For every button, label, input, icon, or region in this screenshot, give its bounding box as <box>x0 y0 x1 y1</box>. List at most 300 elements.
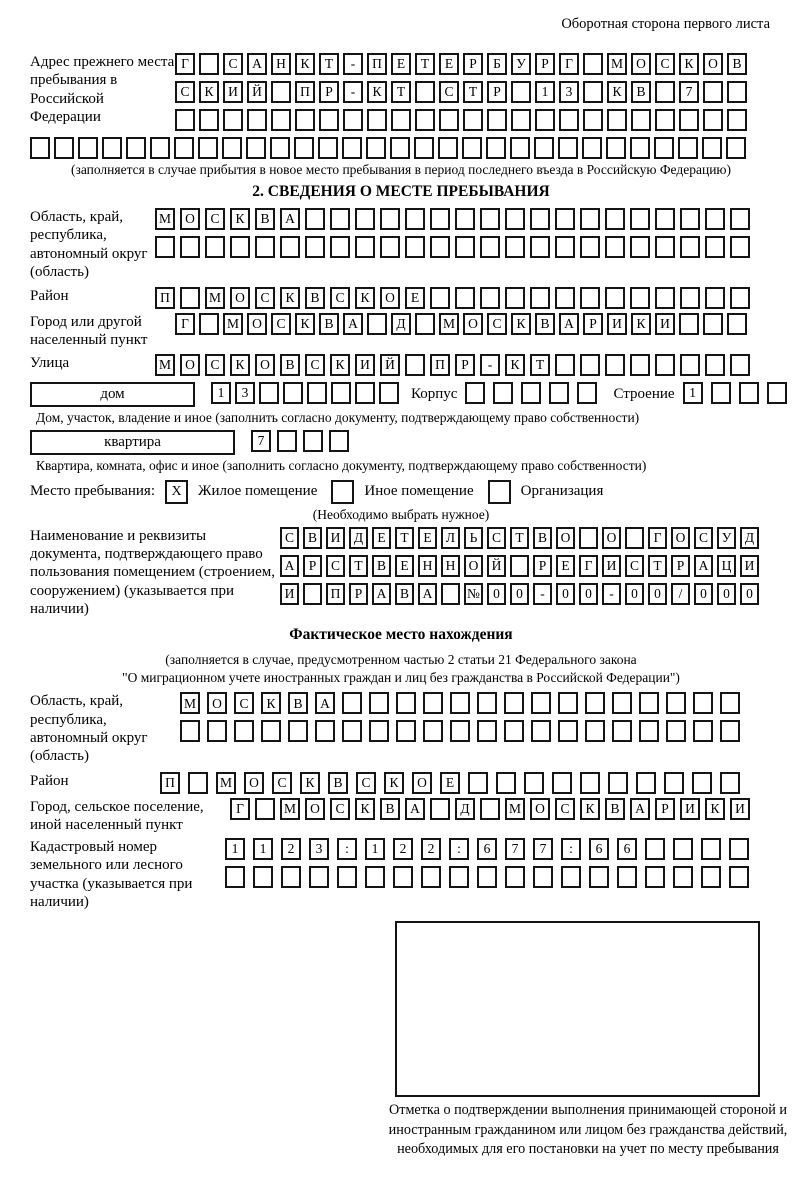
char-cell[interactable]: Е <box>440 772 460 794</box>
char-cell[interactable] <box>727 109 747 131</box>
char-cell[interactable] <box>331 382 351 404</box>
char-cell[interactable] <box>530 236 550 258</box>
char-cell[interactable]: Т <box>530 354 550 376</box>
char-cell[interactable] <box>655 109 675 131</box>
char-cell[interactable]: К <box>355 798 375 820</box>
char-cell[interactable] <box>307 382 327 404</box>
char-cell[interactable]: 1 <box>253 838 273 860</box>
char-cell[interactable]: Г <box>175 313 195 335</box>
char-cell[interactable]: 0 <box>717 583 736 605</box>
char-cell[interactable]: Т <box>415 53 435 75</box>
char-cell[interactable]: Р <box>349 583 368 605</box>
char-cell[interactable] <box>639 692 659 714</box>
char-cell[interactable] <box>480 208 500 230</box>
char-cell[interactable] <box>222 137 242 159</box>
char-cell[interactable]: П <box>326 583 345 605</box>
char-cell[interactable] <box>102 137 122 159</box>
char-cell[interactable]: № <box>464 583 483 605</box>
char-cell[interactable]: С <box>271 313 291 335</box>
char-cell[interactable] <box>703 109 723 131</box>
char-cell[interactable] <box>530 208 550 230</box>
char-cell[interactable] <box>730 236 750 258</box>
char-cell[interactable] <box>580 354 600 376</box>
char-cell[interactable]: Г <box>559 53 579 75</box>
char-cell[interactable] <box>580 287 600 309</box>
char-cell[interactable]: / <box>671 583 690 605</box>
char-cell[interactable] <box>493 382 513 404</box>
char-cell[interactable]: И <box>223 81 243 103</box>
char-cell[interactable] <box>423 720 443 742</box>
char-cell[interactable] <box>369 692 389 714</box>
char-cell[interactable]: Е <box>395 555 414 577</box>
char-cell[interactable] <box>174 137 194 159</box>
char-cell[interactable]: К <box>300 772 320 794</box>
char-cell[interactable] <box>531 720 551 742</box>
char-cell[interactable] <box>726 137 746 159</box>
char-cell[interactable]: С <box>255 287 275 309</box>
char-cell[interactable] <box>330 236 350 258</box>
char-cell[interactable]: К <box>199 81 219 103</box>
char-cell[interactable]: С <box>223 53 243 75</box>
char-cell[interactable] <box>720 720 740 742</box>
char-cell[interactable] <box>261 720 281 742</box>
char-cell[interactable]: А <box>280 555 299 577</box>
char-cell[interactable]: О <box>230 287 250 309</box>
char-cell[interactable]: С <box>326 555 345 577</box>
char-cell[interactable] <box>703 313 723 335</box>
char-cell[interactable] <box>630 287 650 309</box>
char-cell[interactable]: 0 <box>625 583 644 605</box>
char-cell[interactable] <box>703 81 723 103</box>
char-cell[interactable]: К <box>607 81 627 103</box>
char-cell[interactable] <box>246 137 266 159</box>
char-cell[interactable] <box>636 772 656 794</box>
char-cell[interactable]: Т <box>349 555 368 577</box>
char-cell[interactable] <box>511 81 531 103</box>
char-cell[interactable] <box>281 866 301 888</box>
char-cell[interactable] <box>531 692 551 714</box>
char-cell[interactable]: К <box>330 354 350 376</box>
char-cell[interactable]: Р <box>655 798 675 820</box>
char-cell[interactable]: М <box>439 313 459 335</box>
char-cell[interactable]: В <box>255 208 275 230</box>
char-cell[interactable] <box>680 208 700 230</box>
char-cell[interactable] <box>480 236 500 258</box>
char-cell[interactable] <box>343 109 363 131</box>
char-cell[interactable]: В <box>328 772 348 794</box>
char-cell[interactable] <box>680 236 700 258</box>
char-cell[interactable]: О <box>180 354 200 376</box>
char-cell[interactable] <box>486 137 506 159</box>
char-cell[interactable] <box>679 109 699 131</box>
char-cell[interactable] <box>438 137 458 159</box>
char-cell[interactable] <box>337 866 357 888</box>
char-cell[interactable] <box>729 838 749 860</box>
char-cell[interactable]: Н <box>418 555 437 577</box>
char-cell[interactable] <box>730 208 750 230</box>
char-cell[interactable]: В <box>395 583 414 605</box>
char-cell[interactable]: О <box>671 527 690 549</box>
char-cell[interactable] <box>205 236 225 258</box>
char-cell[interactable] <box>705 236 725 258</box>
char-cell[interactable] <box>530 287 550 309</box>
char-cell[interactable]: С <box>330 287 350 309</box>
char-cell[interactable] <box>583 81 603 103</box>
char-cell[interactable] <box>78 137 98 159</box>
char-cell[interactable] <box>355 208 375 230</box>
char-cell[interactable]: Т <box>391 81 411 103</box>
char-cell[interactable] <box>630 354 650 376</box>
char-cell[interactable] <box>612 720 632 742</box>
char-cell[interactable] <box>54 137 74 159</box>
char-cell[interactable]: Е <box>372 527 391 549</box>
char-cell[interactable]: О <box>464 555 483 577</box>
char-cell[interactable] <box>318 137 338 159</box>
char-cell[interactable] <box>720 692 740 714</box>
char-cell[interactable] <box>607 109 627 131</box>
char-cell[interactable]: С <box>234 692 254 714</box>
char-cell[interactable]: В <box>727 53 747 75</box>
char-cell[interactable]: К <box>230 354 250 376</box>
char-cell[interactable] <box>253 866 273 888</box>
char-cell[interactable]: Р <box>533 555 552 577</box>
char-cell[interactable] <box>655 354 675 376</box>
char-cell[interactable] <box>295 109 315 131</box>
char-cell[interactable] <box>579 527 598 549</box>
char-cell[interactable]: 3 <box>235 382 255 404</box>
char-cell[interactable] <box>455 236 475 258</box>
char-cell[interactable]: Р <box>303 555 322 577</box>
char-cell[interactable] <box>180 287 200 309</box>
char-cell[interactable] <box>558 137 578 159</box>
char-cell[interactable]: Е <box>391 53 411 75</box>
char-cell[interactable] <box>673 866 693 888</box>
char-cell[interactable] <box>468 772 488 794</box>
char-cell[interactable]: В <box>280 354 300 376</box>
char-cell[interactable] <box>558 692 578 714</box>
char-cell[interactable] <box>390 137 410 159</box>
char-cell[interactable]: Й <box>487 555 506 577</box>
char-cell[interactable]: С <box>175 81 195 103</box>
char-cell[interactable]: С <box>694 527 713 549</box>
char-cell[interactable]: О <box>244 772 264 794</box>
char-cell[interactable]: И <box>730 798 750 820</box>
char-cell[interactable] <box>396 720 416 742</box>
char-cell[interactable]: В <box>305 287 325 309</box>
char-cell[interactable] <box>247 109 267 131</box>
char-cell[interactable] <box>583 109 603 131</box>
char-cell[interactable]: Р <box>319 81 339 103</box>
char-cell[interactable]: К <box>384 772 404 794</box>
char-cell[interactable] <box>504 720 524 742</box>
char-cell[interactable]: К <box>367 81 387 103</box>
char-cell[interactable] <box>188 772 208 794</box>
char-cell[interactable] <box>366 137 386 159</box>
char-cell[interactable] <box>608 772 628 794</box>
char-cell[interactable]: 1 <box>365 838 385 860</box>
char-cell[interactable]: С <box>439 81 459 103</box>
char-cell[interactable]: - <box>343 81 363 103</box>
char-cell[interactable] <box>303 583 322 605</box>
char-cell[interactable] <box>533 866 553 888</box>
char-cell[interactable] <box>605 287 625 309</box>
char-cell[interactable]: 0 <box>579 583 598 605</box>
char-cell[interactable] <box>430 287 450 309</box>
char-cell[interactable] <box>405 236 425 258</box>
char-cell[interactable] <box>455 208 475 230</box>
char-cell[interactable] <box>705 208 725 230</box>
char-cell[interactable]: 1 <box>211 382 231 404</box>
organization-checkbox[interactable] <box>488 480 511 504</box>
char-cell[interactable]: С <box>305 354 325 376</box>
char-cell[interactable] <box>585 692 605 714</box>
char-cell[interactable]: О <box>255 354 275 376</box>
char-cell[interactable]: К <box>261 692 281 714</box>
char-cell[interactable]: М <box>505 798 525 820</box>
char-cell[interactable] <box>701 838 721 860</box>
char-cell[interactable]: М <box>180 692 200 714</box>
char-cell[interactable] <box>309 866 329 888</box>
char-cell[interactable] <box>605 354 625 376</box>
char-cell[interactable]: 0 <box>694 583 713 605</box>
char-cell[interactable]: В <box>631 81 651 103</box>
char-cell[interactable]: 0 <box>740 583 759 605</box>
char-cell[interactable] <box>367 313 387 335</box>
char-cell[interactable] <box>487 109 507 131</box>
char-cell[interactable] <box>630 137 650 159</box>
char-cell[interactable] <box>280 236 300 258</box>
char-cell[interactable] <box>199 313 219 335</box>
char-cell[interactable] <box>342 692 362 714</box>
char-cell[interactable] <box>549 382 569 404</box>
char-cell[interactable]: С <box>655 53 675 75</box>
char-cell[interactable] <box>150 137 170 159</box>
char-cell[interactable]: 6 <box>477 838 497 860</box>
char-cell[interactable] <box>305 208 325 230</box>
char-cell[interactable] <box>393 866 413 888</box>
char-cell[interactable]: 7 <box>505 838 525 860</box>
char-cell[interactable] <box>555 354 575 376</box>
char-cell[interactable] <box>294 137 314 159</box>
char-cell[interactable]: В <box>605 798 625 820</box>
char-cell[interactable] <box>625 527 644 549</box>
char-cell[interactable] <box>30 137 50 159</box>
char-cell[interactable]: Р <box>583 313 603 335</box>
other-premises-checkbox[interactable] <box>331 480 354 504</box>
char-cell[interactable] <box>355 382 375 404</box>
char-cell[interactable]: Р <box>487 81 507 103</box>
char-cell[interactable]: О <box>602 527 621 549</box>
char-cell[interactable]: И <box>602 555 621 577</box>
char-cell[interactable]: Т <box>395 527 414 549</box>
char-cell[interactable] <box>705 287 725 309</box>
char-cell[interactable] <box>605 236 625 258</box>
char-cell[interactable] <box>199 53 219 75</box>
char-cell[interactable] <box>477 720 497 742</box>
char-cell[interactable]: Г <box>230 798 250 820</box>
char-cell[interactable] <box>655 236 675 258</box>
char-cell[interactable] <box>259 382 279 404</box>
char-cell[interactable] <box>580 772 600 794</box>
char-cell[interactable]: Б <box>487 53 507 75</box>
char-cell[interactable] <box>645 838 665 860</box>
char-cell[interactable] <box>477 692 497 714</box>
char-cell[interactable] <box>612 692 632 714</box>
char-cell[interactable] <box>391 109 411 131</box>
char-cell[interactable]: А <box>630 798 650 820</box>
char-cell[interactable]: А <box>247 53 267 75</box>
char-cell[interactable] <box>303 430 323 452</box>
char-cell[interactable]: И <box>355 354 375 376</box>
char-cell[interactable]: К <box>280 287 300 309</box>
char-cell[interactable]: А <box>315 692 335 714</box>
char-cell[interactable]: 7 <box>251 430 271 452</box>
char-cell[interactable]: А <box>280 208 300 230</box>
char-cell[interactable] <box>730 287 750 309</box>
char-cell[interactable]: Р <box>535 53 555 75</box>
char-cell[interactable] <box>711 382 731 404</box>
char-cell[interactable]: : <box>337 838 357 860</box>
char-cell[interactable]: С <box>272 772 292 794</box>
char-cell[interactable] <box>580 236 600 258</box>
char-cell[interactable]: Н <box>441 555 460 577</box>
char-cell[interactable] <box>552 772 572 794</box>
char-cell[interactable] <box>555 208 575 230</box>
char-cell[interactable]: О <box>463 313 483 335</box>
char-cell[interactable]: - <box>343 53 363 75</box>
char-cell[interactable]: О <box>703 53 723 75</box>
char-cell[interactable]: 1 <box>535 81 555 103</box>
char-cell[interactable]: М <box>223 313 243 335</box>
char-cell[interactable]: 1 <box>683 382 703 404</box>
char-cell[interactable] <box>496 772 516 794</box>
char-cell[interactable] <box>666 720 686 742</box>
char-cell[interactable] <box>199 109 219 131</box>
char-cell[interactable]: М <box>280 798 300 820</box>
char-cell[interactable] <box>449 866 469 888</box>
char-cell[interactable]: С <box>205 208 225 230</box>
char-cell[interactable] <box>577 382 597 404</box>
char-cell[interactable] <box>702 137 722 159</box>
char-cell[interactable] <box>234 720 254 742</box>
char-cell[interactable] <box>727 313 747 335</box>
char-cell[interactable]: У <box>511 53 531 75</box>
char-cell[interactable]: - <box>602 583 621 605</box>
char-cell[interactable]: О <box>305 798 325 820</box>
char-cell[interactable] <box>693 692 713 714</box>
char-cell[interactable]: 3 <box>309 838 329 860</box>
char-cell[interactable] <box>678 137 698 159</box>
char-cell[interactable]: 0 <box>487 583 506 605</box>
char-cell[interactable]: Г <box>175 53 195 75</box>
char-cell[interactable] <box>692 772 712 794</box>
char-cell[interactable]: А <box>418 583 437 605</box>
char-cell[interactable]: П <box>155 287 175 309</box>
char-cell[interactable]: Г <box>648 527 667 549</box>
char-cell[interactable]: И <box>740 555 759 577</box>
char-cell[interactable] <box>415 81 435 103</box>
char-cell[interactable] <box>521 382 541 404</box>
char-cell[interactable] <box>505 287 525 309</box>
char-cell[interactable] <box>511 109 531 131</box>
char-cell[interactable]: Н <box>271 53 291 75</box>
char-cell[interactable] <box>505 236 525 258</box>
char-cell[interactable] <box>535 109 555 131</box>
char-cell[interactable] <box>223 109 243 131</box>
char-cell[interactable]: К <box>295 313 315 335</box>
char-cell[interactable]: А <box>559 313 579 335</box>
char-cell[interactable]: С <box>356 772 376 794</box>
char-cell[interactable] <box>455 287 475 309</box>
char-cell[interactable] <box>271 81 291 103</box>
char-cell[interactable]: А <box>405 798 425 820</box>
char-cell[interactable]: О <box>247 313 267 335</box>
char-cell[interactable]: - <box>533 583 552 605</box>
char-cell[interactable]: К <box>355 287 375 309</box>
char-cell[interactable] <box>414 137 434 159</box>
char-cell[interactable] <box>701 866 721 888</box>
char-cell[interactable] <box>631 109 651 131</box>
char-cell[interactable]: : <box>561 838 581 860</box>
char-cell[interactable]: 2 <box>421 838 441 860</box>
char-cell[interactable] <box>673 838 693 860</box>
char-cell[interactable]: Д <box>455 798 475 820</box>
char-cell[interactable] <box>480 287 500 309</box>
char-cell[interactable]: С <box>280 527 299 549</box>
char-cell[interactable]: О <box>412 772 432 794</box>
char-cell[interactable]: Т <box>648 555 667 577</box>
char-cell[interactable] <box>462 137 482 159</box>
char-cell[interactable]: В <box>288 692 308 714</box>
char-cell[interactable] <box>126 137 146 159</box>
char-cell[interactable]: 6 <box>589 838 609 860</box>
char-cell[interactable] <box>342 720 362 742</box>
char-cell[interactable]: К <box>679 53 699 75</box>
char-cell[interactable] <box>655 81 675 103</box>
char-cell[interactable]: С <box>487 313 507 335</box>
char-cell[interactable] <box>559 109 579 131</box>
char-cell[interactable] <box>555 236 575 258</box>
char-cell[interactable] <box>380 236 400 258</box>
char-cell[interactable]: С <box>625 555 644 577</box>
char-cell[interactable] <box>198 137 218 159</box>
char-cell[interactable]: С <box>330 798 350 820</box>
char-cell[interactable]: А <box>694 555 713 577</box>
char-cell[interactable] <box>439 109 459 131</box>
char-cell[interactable] <box>680 287 700 309</box>
char-cell[interactable]: О <box>180 208 200 230</box>
char-cell[interactable] <box>727 81 747 103</box>
char-cell[interactable] <box>654 137 674 159</box>
char-cell[interactable] <box>277 430 297 452</box>
char-cell[interactable]: И <box>326 527 345 549</box>
char-cell[interactable] <box>589 866 609 888</box>
char-cell[interactable] <box>255 798 275 820</box>
char-cell[interactable] <box>558 720 578 742</box>
char-cell[interactable]: Ь <box>464 527 483 549</box>
char-cell[interactable] <box>729 866 749 888</box>
char-cell[interactable]: Д <box>740 527 759 549</box>
char-cell[interactable] <box>430 208 450 230</box>
char-cell[interactable]: И <box>607 313 627 335</box>
char-cell[interactable] <box>421 866 441 888</box>
char-cell[interactable] <box>329 430 349 452</box>
char-cell[interactable]: М <box>155 354 175 376</box>
char-cell[interactable]: 0 <box>556 583 575 605</box>
char-cell[interactable] <box>510 137 530 159</box>
char-cell[interactable] <box>270 137 290 159</box>
char-cell[interactable] <box>605 208 625 230</box>
